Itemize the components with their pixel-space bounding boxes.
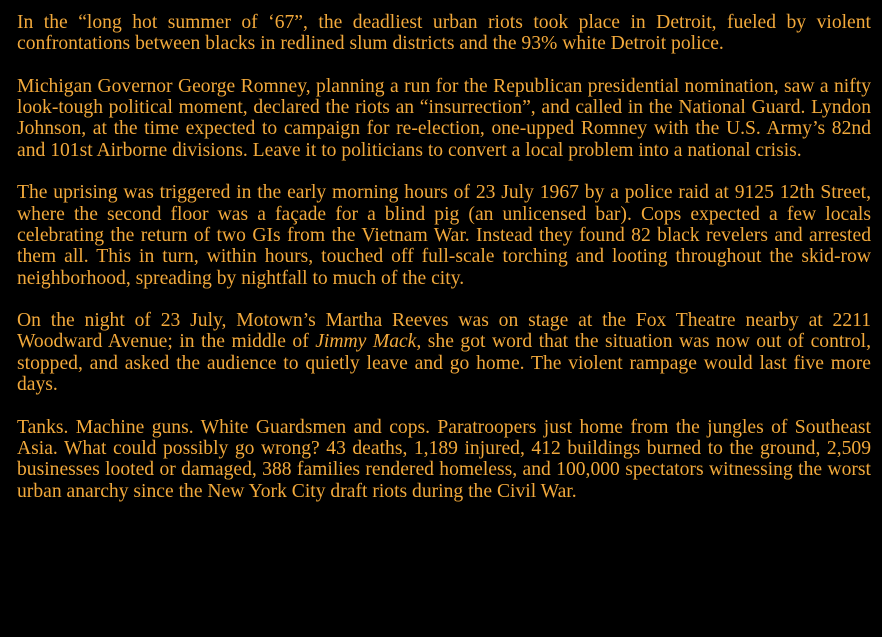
paragraph-romney-national-guard: Michigan Governor George Romney, planning a run for the Republican presidential nomination, saw a nifty look-tough political moment, declared the riots an “insurrection”, and called in the National Guard. Lyndon Johnson, at the time expected to campaign for re-election, one-upped Romney with the U.S. Army’s 82nd and 101st Airborne divisions. Leave it to politicians to convert a local problem into a national crisis.: [17, 75, 871, 161]
paragraph-martha-reeves: [17, 310, 871, 395]
song-title: Jimmy Mack: [315, 331, 417, 353]
paragraph-text-after: , she got word that the situation was now out of control, stopped, and asked the audience to quietly leave and go home. The violent rampage would last five more days.: [17, 331, 871, 396]
paragraph-summer-67: In the “long hot summer of ‘67”, the deadliest urban riots took place in Detroit, fueled by violent confrontations between blacks in redlined slum districts and the 93% white Detroit police.: [17, 12, 871, 55]
paragraph-casualties: Tanks. Machine guns. White Guardsmen and cops. Paratroopers just home from the jungles of Southeast Asia. What could possibly go wrong? 43 deaths, 1,189 injured, 412 buildings burned to the ground, 2,509 businesses looted or damaged, 388 families rendered homeless, and 100,000 spectators witnessing the worst urban anarchy since the New York City draft riots during the Civil War.: [17, 416, 871, 502]
paragraph-text-before: On the night of 23 July, Motown’s Martha Reeves was on stage at the Fox Theatre nearby at 2211 Woodward Avenue; in the middle of: [17, 310, 871, 353]
paragraph-police-raid: The uprising was triggered in the early morning hours of 23 July 1967 by a police raid at 9125 12th Street, where the second floor was a façade for a blind pig (an unlicensed bar). Cops expected a few locals celebrating the return of two GIs from the Vietnam War. Instead they found 82 black revelers and arrested them all. This in turn, within hours, touched off full-scale torching and looting throughout the skid-row neighborhood, spreading by nightfall to much of the city.: [17, 182, 871, 289]
